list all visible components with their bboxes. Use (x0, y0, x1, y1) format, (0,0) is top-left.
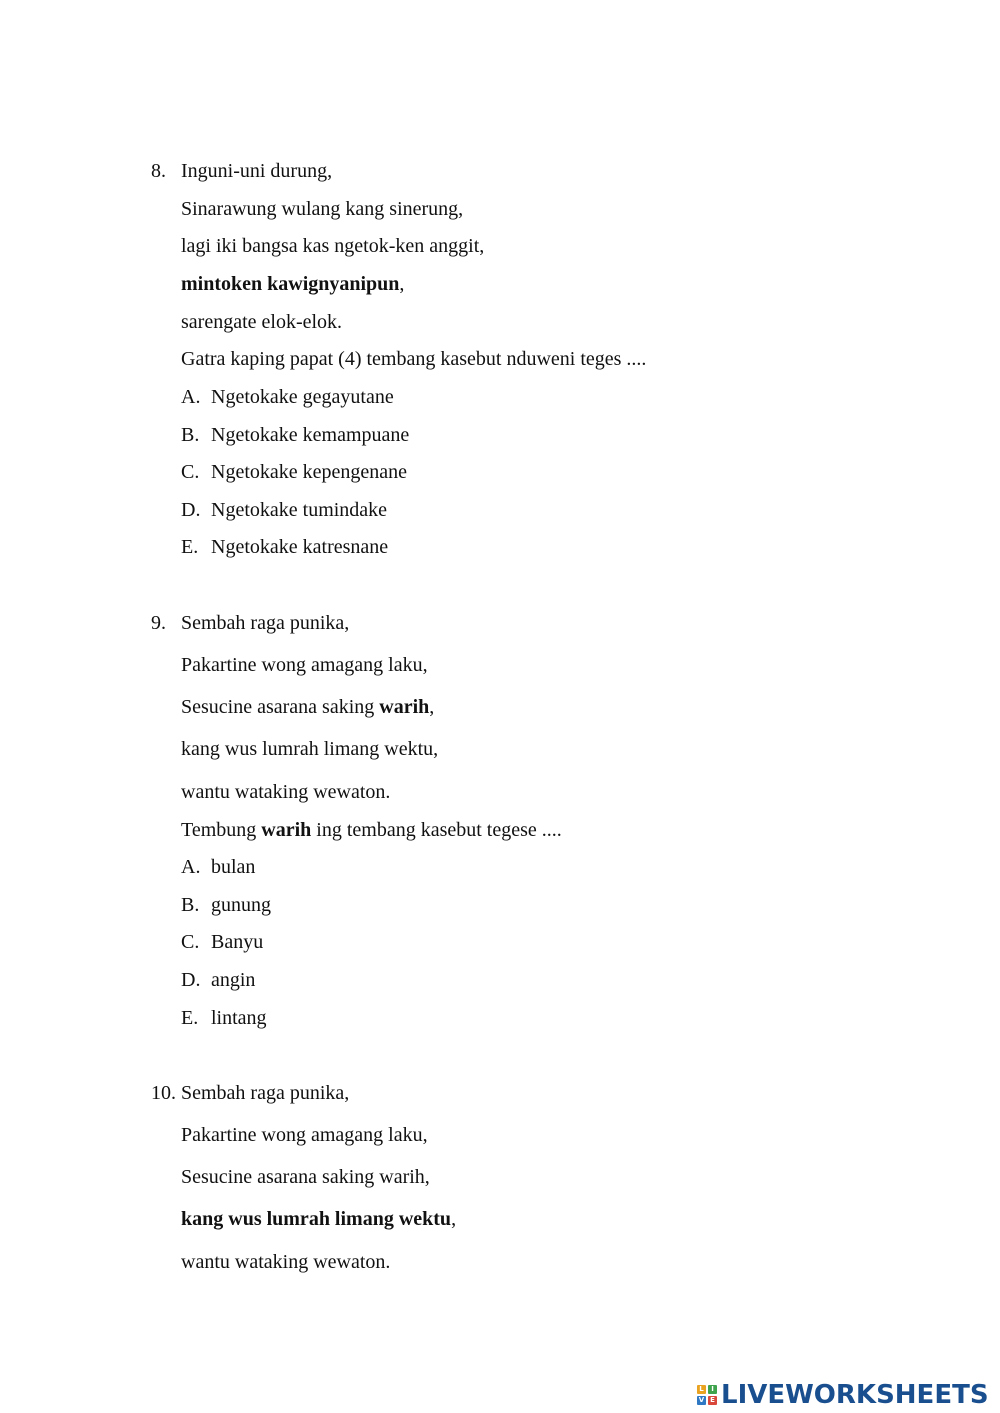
q9-option-a[interactable]: A. bulan (181, 856, 256, 878)
q9-question-bold: warih (261, 819, 312, 841)
q9-question-text: Tembung warih ing tembang kasebut tegese .... (181, 819, 562, 841)
q8-verse-line-1: Inguni-uni durung, (181, 160, 333, 182)
q9-verse-line-2: Pakartine wong amagang laku, (181, 654, 428, 676)
q10-verse-line-4: kang wus lumrah limang wektu, (181, 1208, 457, 1230)
question-10-number: 10. (151, 1082, 176, 1104)
liveworksheets-logo-icon: L I V E (697, 1385, 717, 1405)
q8-verse-line-4 (181, 272, 404, 296)
q8-verse-line-3: lagi iki bangsa kas ngetok-ken anggit, (181, 235, 485, 257)
q8-verse-line-2: Sinarawung wulang kang sinerung, (181, 198, 464, 220)
q10-verse-line-3: Sesucine asarana saking warih, (181, 1166, 430, 1188)
q9-option-c[interactable]: C. Banyu (181, 931, 264, 953)
q8-question-text: Gatra kaping papat (4) tembang kasebut nduweni teges .... (181, 348, 647, 370)
q9-verse-line-5: wantu wataking wewaton. (181, 781, 391, 803)
q8-option-e[interactable]: E. Ngetokake katresnane (181, 536, 389, 558)
q9-option-e[interactable]: E. lintang (181, 1007, 267, 1029)
q9-option-d[interactable]: D. angin (181, 969, 256, 991)
q9-option-b[interactable]: B. gunung (181, 894, 271, 916)
q10-verse-line-2: Pakartine wong amagang laku, (181, 1124, 428, 1146)
question-9-number: 9. (151, 612, 166, 634)
q8-option-c[interactable]: C. Ngetokake kepengenane (181, 461, 408, 483)
q8-line-4-tail: , (399, 273, 405, 295)
q9-verse-line-1: Sembah raga punika, (181, 612, 350, 634)
q10-line-4-bold: kang wus lumrah limang wektu (181, 1208, 452, 1230)
q9-verse-line-4: kang wus lumrah limang wektu, (181, 738, 439, 760)
q10-verse-line-1: Sembah raga punika, (181, 1082, 350, 1104)
q8-option-a[interactable]: A. Ngetokake gegayutane (181, 386, 394, 408)
q9-line-3-bold: warih (379, 696, 430, 718)
q8-line-4-bold: mintoken kawignyanipun (181, 273, 400, 295)
liveworksheets-logo-text: LIVEWORKSHEETS (721, 1380, 989, 1410)
q10-verse-line-5: wantu wataking wewaton. (181, 1251, 391, 1273)
question-8-number: 8. (151, 160, 166, 182)
q9-verse-line-3: Sesucine asarana saking warih, (181, 696, 435, 718)
q8-verse-line-5: sarengate elok-elok. (181, 311, 343, 333)
liveworksheets-logo (697, 1378, 989, 1412)
q8-option-d[interactable]: D. Ngetokake tumindake (181, 499, 388, 521)
q8-option-b[interactable]: B. Ngetokake kemampuane (181, 424, 410, 446)
